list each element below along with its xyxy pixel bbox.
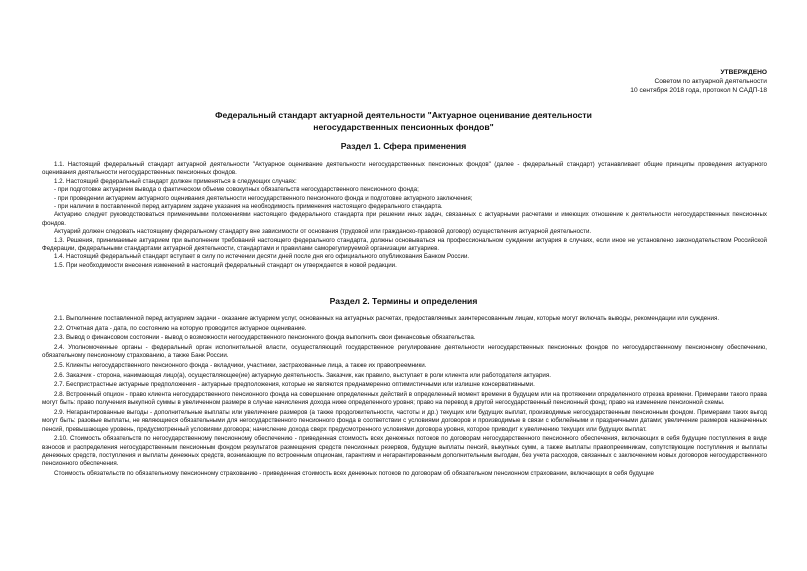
approval-block <box>630 68 767 95</box>
paragraph: Актуарию следует руководствоваться применимыми положениями настоящего федерального стандарта при решении иных задач, связанных с актуарными расчетами и имеющих отношение к деятельности негосударственных пенсионных фондов. <box>42 211 767 227</box>
document-title-line-1: Федеральный стандарт актуарной деятельности "Актуарное оценивание деятельности <box>215 110 592 120</box>
section-2-body <box>42 314 767 478</box>
paragraph: 2.3. Вывод о финансовом состоянии - вывод о возможности негосударственного пенсионного фонда выполнить свои финансовые обязательства. <box>54 334 476 342</box>
list-item: - при наличии в поставленной перед актуарием задаче указания на необходимость применения настоящего федерального стандарта. <box>54 203 443 211</box>
paragraph: Актуарий должен следовать настоящему федеральному стандарту вне зависимости от основания (трудовой или гражданско-правовой договор) осуществления актуарной деятельности. <box>54 228 592 236</box>
paragraph: Стоимость обязательств по обязательному пенсионному страхованию - приведенная стоимость всех денежных потоков по договорам об обязательном пенсионном страховании, включающих в себя будущие <box>54 469 654 477</box>
paragraph: 1.3. Решения, принимаемые актуарием при выполнении требований настоящего федерального стандарта, должны основываться на профессиональном суждении актуария в случаях, если иное не установлено законодательством Российской Федерации, федеральными стандартами актуарной деятельности, стандартами и правилами саморегулируемой организации актуариев. <box>42 236 767 253</box>
paragraph: 1.2. Настоящий федеральный стандарт должен применяться в следующих случаях: <box>54 177 297 185</box>
paragraph: 1.1. Настоящий федеральный стандарт актуарной деятельности "Актуарное оценивание деятельности негосударственных пенсионных фондов" (далее - федеральный стандарт) устанавливает общие принципы проведения актуарного оценивания деятельности негосударственных пенсионных фондов. <box>42 161 767 177</box>
approval-title: УТВЕРЖДЕНО <box>720 69 767 76</box>
document-title <box>140 109 667 133</box>
paragraph: 2.6. Заказчик - сторона, нанимающая лицо(а), осуществляющее(ие) актуарную деятельность. Заказчик, как правило, выступает в роли клиента или работодателя актуария. <box>54 371 551 379</box>
section-2-heading: Раздел 2. Термины и определения <box>329 296 478 306</box>
paragraph: 2.10. Стоимость обязательств по негосударственному пенсионному обеспечению - приведенная стоимость всех денежных потоков по договорам негосударственного пенсионного обеспечения, включающих в себя будущие поступления в виде взносов и распределения негосударственным пенсионным фондом результатов размещения средств пенсионных резервов, будущие выплаты пенсий, выкупных сумм, а также выплаты правопреемникам, сопутствующие поступления и выплаты денежных средств, поступления и выплаты денежных средств, возникающие по встроенным опционам, гарантиям и негарантированным дополнительным выгодам, без учета расходов, связанных с заключением новых договоров негосударственного пенсионного обеспечения. <box>42 435 767 468</box>
paragraph: 2.8. Встроенный опцион - право клиента негосударственного пенсионного фонда на совершение определенных действий в определенный момент времени в будущем или на протяжении определенного отрезка времени. Примерами такого права могут быть: право получения выкупной суммы в увеличенном размере в случае начисления дохода ниже определенного уровня; право на перевод в другой негосударственный пенсионный фонд; право на изменение пенсионной схемы. <box>42 390 767 407</box>
paragraph: 2.5. Клиенты негосударственного пенсионного фонда - вкладчики, участники, застрахованные лица, а также их правопреемники. <box>54 361 427 369</box>
paragraph: 2.7. Беспристрастные актуарные предположения - актуарные предположения, которые не являются преднамеренно оптимистичными или излишне консервативными. <box>54 381 535 389</box>
paragraph: 1.5. При необходимости внесения изменений в настоящий федеральный стандарт он утверждается в новой редакции. <box>54 261 397 269</box>
approval-date-protocol: 10 сентября 2018 года, протокол N САДП-18 <box>630 87 767 94</box>
paragraph: 2.2. Отчетная дата - дата, по состоянию на которую проводится актуарное оценивание. <box>54 324 307 332</box>
paragraph: 2.1. Выполнение поставленной перед актуарием задачи - оказание актуарием услуг, основанных на актуарных расчетах, предоставляемых заинтересованным лицам, которые могут включать выводы, рекомендации или суждения. <box>54 315 720 323</box>
list-item: - при подготовке актуарием вывода о фактическом объеме совокупных обязательств негосударственного пенсионного фонда; <box>54 186 419 194</box>
section-1-heading: Раздел 1. Сфера применения <box>340 141 467 151</box>
paragraph: 2.9. Негарантированные выгоды - дополнительные выплаты или увеличение размеров (а также продолжительности, частоты и др.) текущих или будущих выплат, производимые негосударственным пенсионным фондом. Примерами таких выгод могут быть: разовые выплаты, не являющиеся обязательными для негосударственного пенсионного фонда в соответствии с условиями договоров и производимые в связи с юбилейными и праздничными датами; увеличение размеров назначенных пенсий, превышающее уровень, предусмотренный условиями договора; начисление дохода сверх предусмотренного условиями договора уровня, которое приводит к увеличению текущих или будущих выплат. <box>42 408 767 433</box>
paragraph: 2.4. Уполномоченные органы - федеральный орган исполнительной власти, осуществляющий государственное регулирование деятельности негосударственных пенсионных фондов по негосударственному пенсионному обеспечению, обязательному пенсионному страхованию, а также Банк России. <box>42 343 767 360</box>
section-1-body <box>42 161 767 270</box>
document-title-line-2: негосударственных пенсионных фондов" <box>313 122 494 132</box>
list-item: - при проведении актуарием актуарного оценивания деятельности негосударственного пенсионного фонда и подготовке актуарного заключения; <box>54 194 473 202</box>
approval-authority: Советом по актуарной деятельности <box>654 78 767 85</box>
paragraph: 1.4. Настоящий федеральный стандарт вступает в силу по истечении десяти дней после дня его официального опубликования Банком России. <box>54 253 470 261</box>
